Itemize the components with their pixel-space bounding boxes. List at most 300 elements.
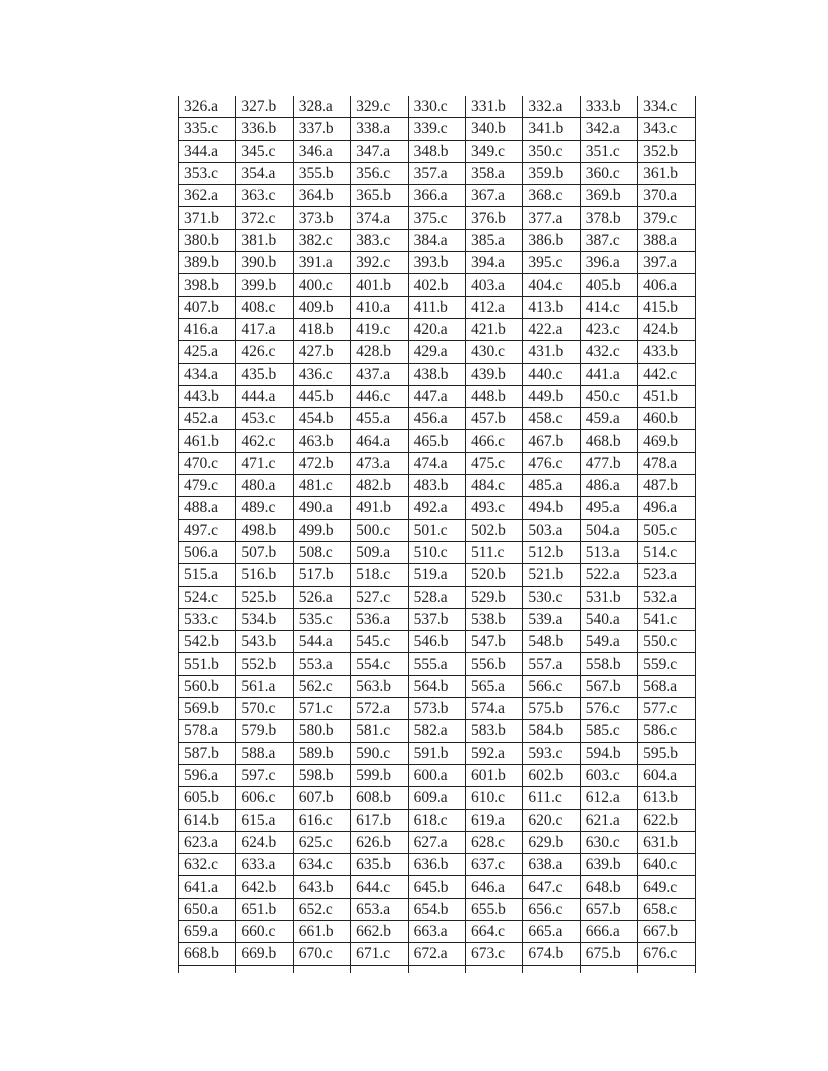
answer-cell: 592.a — [465, 742, 522, 764]
answer-cell: 465.b — [408, 430, 465, 452]
answer-cell: 522.a — [580, 564, 637, 586]
answer-cell: 616.c — [293, 809, 350, 831]
answer-cell: 536.a — [351, 608, 408, 630]
answer-cell: 564.b — [408, 675, 465, 697]
answer-cell: 404.c — [523, 274, 580, 296]
answer-cell: 361.b — [638, 162, 695, 184]
answer-cell: 364.b — [293, 185, 350, 207]
answer-cell: 551.b — [179, 653, 236, 675]
answer-cell: 659.a — [179, 920, 236, 942]
answer-cell: 632.c — [179, 854, 236, 876]
answer-cell: 402.b — [408, 274, 465, 296]
answer-cell: 611.c — [523, 787, 580, 809]
answer-cell: 376.b — [465, 207, 522, 229]
answer-cell: 591.b — [408, 742, 465, 764]
answer-cell: 525.b — [236, 586, 293, 608]
answer-cell: 421.b — [465, 318, 522, 340]
answer-cell: 527.c — [351, 586, 408, 608]
answer-cell: 406.a — [638, 274, 695, 296]
answer-cell: 417.a — [236, 318, 293, 340]
table-row — [179, 541, 696, 563]
table-continuation-row — [179, 965, 696, 973]
answer-cell: 507.b — [236, 541, 293, 563]
answer-cell: 495.a — [580, 497, 637, 519]
answer-cell: 399.b — [236, 274, 293, 296]
answer-cell: 384.a — [408, 229, 465, 251]
answer-cell: 352.b — [638, 140, 695, 162]
answer-cell: 661.b — [293, 920, 350, 942]
empty-cell — [179, 965, 236, 973]
answer-cell: 526.a — [293, 586, 350, 608]
answer-cell: 340.b — [465, 118, 522, 140]
answer-cell: 644.c — [351, 876, 408, 898]
empty-cell — [236, 965, 293, 973]
answer-cell: 391.a — [293, 252, 350, 274]
answer-cell: 667.b — [638, 920, 695, 942]
answer-cell: 493.c — [465, 497, 522, 519]
answer-cell: 339.c — [408, 118, 465, 140]
answer-cell: 413.b — [523, 296, 580, 318]
answer-cell: 539.a — [523, 608, 580, 630]
answer-cell: 547.b — [465, 631, 522, 653]
answer-cell: 419.c — [351, 318, 408, 340]
answer-cell: 426.c — [236, 341, 293, 363]
answer-cell: 456.a — [408, 408, 465, 430]
answer-cell: 470.c — [179, 452, 236, 474]
answer-cell: 529.b — [465, 586, 522, 608]
answer-cell: 528.a — [408, 586, 465, 608]
table-row — [179, 430, 696, 452]
answer-cell: 356.c — [351, 162, 408, 184]
answer-cell: 657.b — [580, 898, 637, 920]
empty-cell — [580, 965, 637, 973]
answer-cell: 658.c — [638, 898, 695, 920]
answer-cell: 373.b — [293, 207, 350, 229]
answer-cell: 472.b — [293, 452, 350, 474]
table-row — [179, 564, 696, 586]
answer-cell: 594.b — [580, 742, 637, 764]
answer-cell: 672.a — [408, 943, 465, 965]
answer-cell: 519.a — [408, 564, 465, 586]
answer-cell: 494.b — [523, 497, 580, 519]
answer-cell: 614.b — [179, 809, 236, 831]
answer-cell: 588.a — [236, 742, 293, 764]
answer-cell: 580.b — [293, 720, 350, 742]
answer-cell: 505.c — [638, 519, 695, 541]
answer-cell: 535.c — [293, 608, 350, 630]
answer-cell: 568.a — [638, 675, 695, 697]
answer-cell: 504.a — [580, 519, 637, 541]
table-row — [179, 854, 696, 876]
answer-cell: 604.a — [638, 764, 695, 786]
answer-cell: 358.a — [465, 162, 522, 184]
answer-cell: 482.b — [351, 475, 408, 497]
table-row — [179, 185, 696, 207]
answer-cell: 502.b — [465, 519, 522, 541]
answer-cell: 571.c — [293, 698, 350, 720]
table-row — [179, 876, 696, 898]
answer-cell: 641.a — [179, 876, 236, 898]
answer-cell: 369.b — [580, 185, 637, 207]
table-row — [179, 296, 696, 318]
answer-cell: 620.c — [523, 809, 580, 831]
answer-cell: 351.c — [580, 140, 637, 162]
answer-cell: 589.b — [293, 742, 350, 764]
answer-cell: 407.b — [179, 296, 236, 318]
table-row — [179, 385, 696, 407]
answer-cell: 460.b — [638, 408, 695, 430]
answer-cell: 582.a — [408, 720, 465, 742]
answer-cell: 584.b — [523, 720, 580, 742]
answer-cell: 572.a — [351, 698, 408, 720]
table-row — [179, 898, 696, 920]
answer-cell: 428.b — [351, 341, 408, 363]
answer-cell: 595.b — [638, 742, 695, 764]
answer-cell: 559.c — [638, 653, 695, 675]
answer-cell: 513.a — [580, 541, 637, 563]
answer-cell: 503.a — [523, 519, 580, 541]
answer-cell: 452.a — [179, 408, 236, 430]
table-row — [179, 764, 696, 786]
answer-cell: 424.b — [638, 318, 695, 340]
answer-cell: 433.b — [638, 341, 695, 363]
answer-cell: 446.c — [351, 385, 408, 407]
answer-cell: 545.c — [351, 631, 408, 653]
answer-cell: 416.a — [179, 318, 236, 340]
answer-cell: 469.b — [638, 430, 695, 452]
answer-cell: 372.c — [236, 207, 293, 229]
empty-cell — [408, 965, 465, 973]
answer-cell: 555.a — [408, 653, 465, 675]
answer-cell: 626.b — [351, 831, 408, 853]
answer-cell: 544.a — [293, 631, 350, 653]
answer-cell: 637.c — [465, 854, 522, 876]
answer-cell: 437.a — [351, 363, 408, 385]
answer-cell: 552.b — [236, 653, 293, 675]
answer-cell: 367.a — [465, 185, 522, 207]
answer-cell: 397.a — [638, 252, 695, 274]
answer-cell: 380.b — [179, 229, 236, 251]
table-row — [179, 207, 696, 229]
answer-cell: 392.c — [351, 252, 408, 274]
answer-cell: 499.b — [293, 519, 350, 541]
answer-cell: 615.a — [236, 809, 293, 831]
answer-cell: 332.a — [523, 96, 580, 118]
answer-cell: 432.c — [580, 341, 637, 363]
answer-cell: 390.b — [236, 252, 293, 274]
answer-cell: 476.c — [523, 452, 580, 474]
answer-cell: 442.c — [638, 363, 695, 385]
answer-cell: 501.c — [408, 519, 465, 541]
answer-cell: 463.b — [293, 430, 350, 452]
answer-cell: 566.c — [523, 675, 580, 697]
answer-cell: 479.c — [179, 475, 236, 497]
answer-cell: 587.b — [179, 742, 236, 764]
answer-cell: 337.b — [293, 118, 350, 140]
answer-cell: 606.c — [236, 787, 293, 809]
table-row — [179, 118, 696, 140]
answer-cell: 328.a — [293, 96, 350, 118]
answer-cell: 633.a — [236, 854, 293, 876]
table-row — [179, 920, 696, 942]
table-row — [179, 809, 696, 831]
answer-cell: 669.b — [236, 943, 293, 965]
answer-cell: 647.c — [523, 876, 580, 898]
answer-cell: 608.b — [351, 787, 408, 809]
answer-cell: 496.a — [638, 497, 695, 519]
answer-cell: 622.b — [638, 809, 695, 831]
answer-cell: 444.a — [236, 385, 293, 407]
answer-cell: 642.b — [236, 876, 293, 898]
answer-cell: 365.b — [351, 185, 408, 207]
answer-cell: 408.c — [236, 296, 293, 318]
answer-cell: 550.c — [638, 631, 695, 653]
answer-cell: 510.c — [408, 541, 465, 563]
table-row — [179, 653, 696, 675]
answer-cell: 601.b — [465, 764, 522, 786]
answer-cell: 500.c — [351, 519, 408, 541]
answer-cell: 449.b — [523, 385, 580, 407]
answer-cell: 418.b — [293, 318, 350, 340]
answer-cell: 354.a — [236, 162, 293, 184]
answer-cell: 331.b — [465, 96, 522, 118]
table-row — [179, 720, 696, 742]
answer-cell: 430.c — [465, 341, 522, 363]
answer-cell: 665.a — [523, 920, 580, 942]
answer-cell: 429.a — [408, 341, 465, 363]
answer-cell: 461.b — [179, 430, 236, 452]
answer-cell: 473.a — [351, 452, 408, 474]
answer-cell: 447.a — [408, 385, 465, 407]
answer-cell: 359.b — [523, 162, 580, 184]
answer-cell: 649.c — [638, 876, 695, 898]
answer-cell: 425.a — [179, 341, 236, 363]
answer-cell: 655.b — [465, 898, 522, 920]
answer-cell: 349.c — [465, 140, 522, 162]
answer-cell: 486.a — [580, 475, 637, 497]
answer-cell: 485.a — [523, 475, 580, 497]
answer-cell: 375.c — [408, 207, 465, 229]
answer-cell: 621.a — [580, 809, 637, 831]
answer-cell: 347.a — [351, 140, 408, 162]
answer-cell: 673.c — [465, 943, 522, 965]
empty-cell — [293, 965, 350, 973]
answer-cell: 488.a — [179, 497, 236, 519]
answer-cell: 583.b — [465, 720, 522, 742]
answer-cell: 578.a — [179, 720, 236, 742]
table-row — [179, 318, 696, 340]
answer-cell: 651.b — [236, 898, 293, 920]
answer-cell: 562.c — [293, 675, 350, 697]
empty-cell — [351, 965, 408, 973]
answer-cell: 480.a — [236, 475, 293, 497]
answer-cell: 625.c — [293, 831, 350, 853]
answer-cell: 423.c — [580, 318, 637, 340]
answer-cell: 403.a — [465, 274, 522, 296]
answer-key-table — [178, 96, 696, 973]
answer-cell: 445.b — [293, 385, 350, 407]
answer-cell: 490.a — [293, 497, 350, 519]
answer-cell: 599.b — [351, 764, 408, 786]
answer-cell: 453.c — [236, 408, 293, 430]
answer-cell: 607.b — [293, 787, 350, 809]
answer-cell: 353.c — [179, 162, 236, 184]
answer-cell: 342.a — [580, 118, 637, 140]
answer-cell: 336.b — [236, 118, 293, 140]
answer-cell: 448.b — [465, 385, 522, 407]
answer-cell: 602.b — [523, 764, 580, 786]
answer-cell: 563.b — [351, 675, 408, 697]
answer-cell: 512.b — [523, 541, 580, 563]
answer-cell: 530.c — [523, 586, 580, 608]
answer-cell: 586.c — [638, 720, 695, 742]
answer-cell: 652.c — [293, 898, 350, 920]
answer-cell: 533.c — [179, 608, 236, 630]
empty-cell — [638, 965, 695, 973]
answer-cell: 368.c — [523, 185, 580, 207]
table-row — [179, 631, 696, 653]
answer-cell: 640.c — [638, 854, 695, 876]
answer-cell: 377.a — [523, 207, 580, 229]
answer-cell: 481.c — [293, 475, 350, 497]
answer-cell: 464.a — [351, 430, 408, 452]
answer-cell: 333.b — [580, 96, 637, 118]
answer-cell: 508.c — [293, 541, 350, 563]
table-row — [179, 96, 696, 118]
table-row — [179, 229, 696, 251]
table-row — [179, 675, 696, 697]
answer-cell: 454.b — [293, 408, 350, 430]
answer-cell: 561.a — [236, 675, 293, 697]
answer-cell: 478.a — [638, 452, 695, 474]
answer-cell: 334.c — [638, 96, 695, 118]
answer-cell: 329.c — [351, 96, 408, 118]
answer-cell: 435.b — [236, 363, 293, 385]
answer-cell: 374.a — [351, 207, 408, 229]
answer-cell: 645.b — [408, 876, 465, 898]
answer-cell: 410.a — [351, 296, 408, 318]
answer-cell: 593.c — [523, 742, 580, 764]
answer-cell: 363.c — [236, 185, 293, 207]
answer-cell: 573.b — [408, 698, 465, 720]
answer-cell: 343.c — [638, 118, 695, 140]
answer-cell: 455.a — [351, 408, 408, 430]
table-row — [179, 363, 696, 385]
table-row — [179, 140, 696, 162]
table-row — [179, 497, 696, 519]
answer-cell: 514.c — [638, 541, 695, 563]
answer-cell: 598.b — [293, 764, 350, 786]
answer-cell: 400.c — [293, 274, 350, 296]
answer-cell: 619.a — [465, 809, 522, 831]
answer-cell: 395.c — [523, 252, 580, 274]
answer-cell: 627.a — [408, 831, 465, 853]
answer-cell: 560.b — [179, 675, 236, 697]
answer-cell: 387.c — [580, 229, 637, 251]
answer-cell: 612.a — [580, 787, 637, 809]
answer-cell: 636.b — [408, 854, 465, 876]
answer-cell: 438.b — [408, 363, 465, 385]
answer-cell: 409.b — [293, 296, 350, 318]
answer-cell: 603.c — [580, 764, 637, 786]
answer-cell: 467.b — [523, 430, 580, 452]
answer-cell: 381.b — [236, 229, 293, 251]
answer-cell: 543.b — [236, 631, 293, 653]
answer-cell: 532.a — [638, 586, 695, 608]
answer-cell: 656.c — [523, 898, 580, 920]
answer-cell: 382.c — [293, 229, 350, 251]
answer-cell: 345.c — [236, 140, 293, 162]
answer-cell: 371.b — [179, 207, 236, 229]
answer-cell: 327.b — [236, 96, 293, 118]
answer-cell: 549.a — [580, 631, 637, 653]
answer-cell: 491.b — [351, 497, 408, 519]
answer-cell: 577.c — [638, 698, 695, 720]
answer-cell: 506.a — [179, 541, 236, 563]
answer-cell: 524.c — [179, 586, 236, 608]
answer-cell: 457.b — [465, 408, 522, 430]
answer-cell: 596.a — [179, 764, 236, 786]
answer-cell: 386.b — [523, 229, 580, 251]
answer-cell: 538.b — [465, 608, 522, 630]
answer-cell: 609.a — [408, 787, 465, 809]
answer-cell: 362.a — [179, 185, 236, 207]
answer-cell: 639.b — [580, 854, 637, 876]
answer-cell: 511.c — [465, 541, 522, 563]
answer-cell: 414.c — [580, 296, 637, 318]
answer-cell: 613.b — [638, 787, 695, 809]
answer-cell: 350.c — [523, 140, 580, 162]
table-row — [179, 742, 696, 764]
table-row — [179, 608, 696, 630]
answer-cell: 650.a — [179, 898, 236, 920]
answer-cell: 450.c — [580, 385, 637, 407]
answer-cell: 520.b — [465, 564, 522, 586]
answer-cell: 581.c — [351, 720, 408, 742]
answer-cell: 585.c — [580, 720, 637, 742]
answer-cell: 618.c — [408, 809, 465, 831]
answer-cell: 653.a — [351, 898, 408, 920]
empty-cell — [465, 965, 522, 973]
answer-cell: 389.b — [179, 252, 236, 274]
answer-cell: 370.a — [638, 185, 695, 207]
answer-cell: 412.a — [465, 296, 522, 318]
answer-cell: 546.b — [408, 631, 465, 653]
answer-cell: 411.b — [408, 296, 465, 318]
answer-cell: 624.b — [236, 831, 293, 853]
answer-cell: 575.b — [523, 698, 580, 720]
answer-cell: 674.b — [523, 943, 580, 965]
answer-cell: 643.b — [293, 876, 350, 898]
answer-cell: 617.b — [351, 809, 408, 831]
answer-cell: 631.b — [638, 831, 695, 853]
answer-cell: 634.c — [293, 854, 350, 876]
answer-cell: 676.c — [638, 943, 695, 965]
answer-cell: 515.a — [179, 564, 236, 586]
answer-cell: 348.b — [408, 140, 465, 162]
answer-key-body — [179, 96, 696, 973]
answer-cell: 440.c — [523, 363, 580, 385]
answer-cell: 477.b — [580, 452, 637, 474]
table-row — [179, 698, 696, 720]
answer-cell: 537.b — [408, 608, 465, 630]
answer-cell: 434.a — [179, 363, 236, 385]
answer-cell: 471.c — [236, 452, 293, 474]
answer-cell: 671.c — [351, 943, 408, 965]
answer-cell: 610.c — [465, 787, 522, 809]
answer-cell: 366.a — [408, 185, 465, 207]
table-row — [179, 831, 696, 853]
